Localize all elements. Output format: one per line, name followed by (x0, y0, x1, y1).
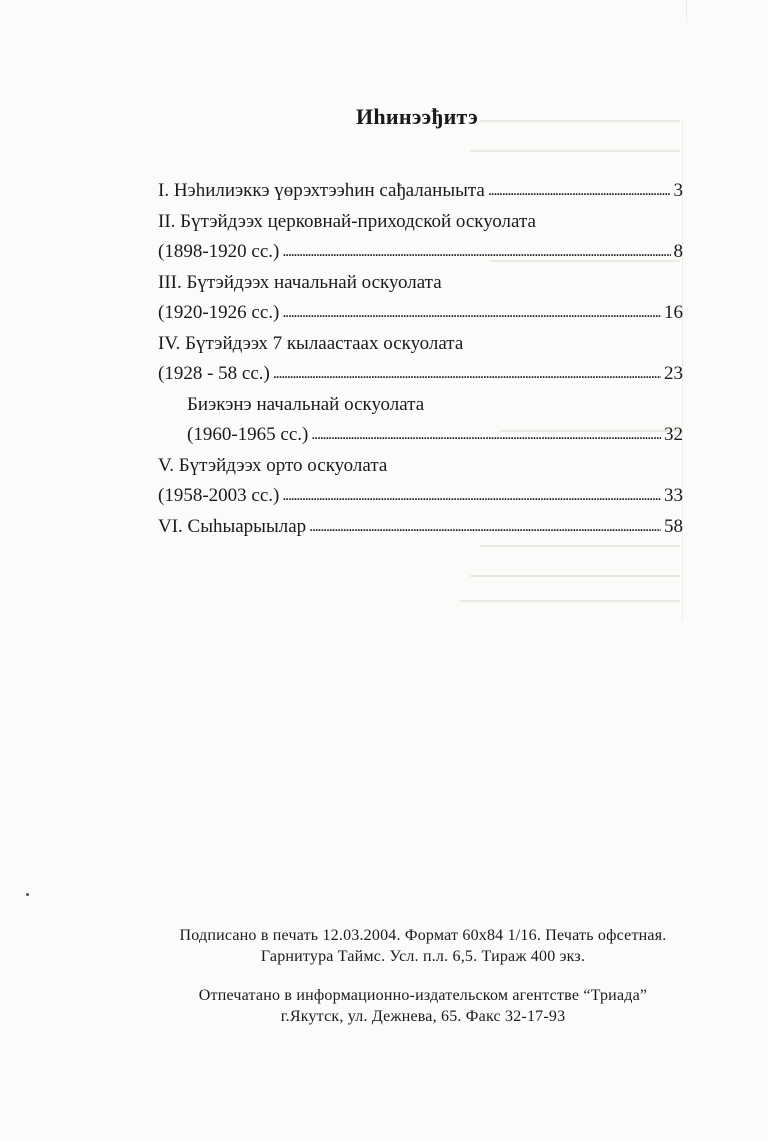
colophon-print-details (0, 925, 768, 967)
toc-entry-heading: V. Бүтэйдээх орто оскуолата (158, 455, 388, 476)
toc-leader-dots (311, 419, 661, 450)
toc-entry (158, 512, 683, 543)
toc-entry-text: (1928 - 58 сс.) (158, 363, 270, 384)
toc-entry (158, 329, 683, 390)
toc-page-number: 32 (664, 424, 683, 445)
table-of-contents (158, 176, 683, 543)
toc-leader-dots (309, 511, 661, 542)
toc-entry-heading: III. Бүтэйдээх начальнай оскуолата (158, 272, 442, 293)
toc-page-number: 58 (664, 516, 683, 537)
toc-title: Иhинээђитэ (355, 104, 479, 129)
colophon-line: г.Якутск, ул. Дежнева, 65. Факс 32-17-93 (280, 1008, 566, 1025)
toc-entry-text: I. Нэhилиэккэ үөрэхтээhин сађаланыыта (158, 180, 485, 201)
toc-entry-text: VI. Сыhыарыылар (158, 516, 307, 537)
colophon-line: Отпечатано в информационно-издательском агентстве “Триада” (198, 987, 648, 1004)
toc-entry-line (158, 512, 683, 543)
toc-entry-line (158, 481, 683, 512)
toc-leader-dots (282, 236, 670, 267)
toc-entry-heading: IV. Бүтэйдээх 7 кылаастаах оскуолата (158, 333, 464, 354)
toc-page-number: 33 (664, 485, 683, 506)
print-speck (26, 893, 29, 896)
toc-entry-line (158, 298, 683, 329)
toc-entry-heading: Биэкэнэ начальнай оскуолата (187, 394, 425, 415)
toc-entry-text: (1898-1920 сс.) (158, 241, 280, 262)
toc-leader-dots (282, 480, 661, 511)
bleed-through-mark (686, 0, 687, 22)
bleed-through-mark (470, 575, 680, 577)
toc-entry-line (158, 176, 683, 207)
bleed-through-mark (460, 600, 680, 602)
colophon-line: Подписано в печать 12.03.2004. Формат 60х84 1/16. Печать офсетная. (179, 927, 667, 944)
toc-entry (158, 268, 683, 329)
toc-leader-dots (488, 175, 671, 206)
toc-entry (158, 451, 683, 512)
toc-page-number: 23 (664, 363, 683, 384)
toc-entry (158, 390, 683, 451)
colophon-printer-details (0, 985, 768, 1027)
toc-leader-dots (282, 297, 661, 328)
toc-entry (158, 176, 683, 207)
toc-entry-line (158, 359, 683, 390)
toc-entry (158, 207, 683, 268)
toc-page-number: 3 (673, 180, 683, 201)
toc-entry-line (187, 420, 683, 451)
toc-page-number: 16 (664, 302, 683, 323)
bleed-through-mark (480, 545, 680, 547)
toc-entry-heading: II. Бүтэйдээх церковнай-приходской оскуолата (158, 211, 536, 232)
toc-entry-line (158, 237, 683, 268)
toc-entry-text: (1958-2003 сс.) (158, 485, 280, 506)
bleed-through-mark (470, 150, 680, 152)
toc-page-number: 8 (673, 241, 683, 262)
toc-entry-text: (1920-1926 сс.) (158, 302, 280, 323)
toc-leader-dots (273, 358, 661, 389)
colophon-line: Гарнитура Таймс. Усл. п.л. 6,5. Тираж 400 экз. (260, 948, 586, 965)
toc-entry-text: (1960-1965 сс.) (187, 424, 309, 445)
